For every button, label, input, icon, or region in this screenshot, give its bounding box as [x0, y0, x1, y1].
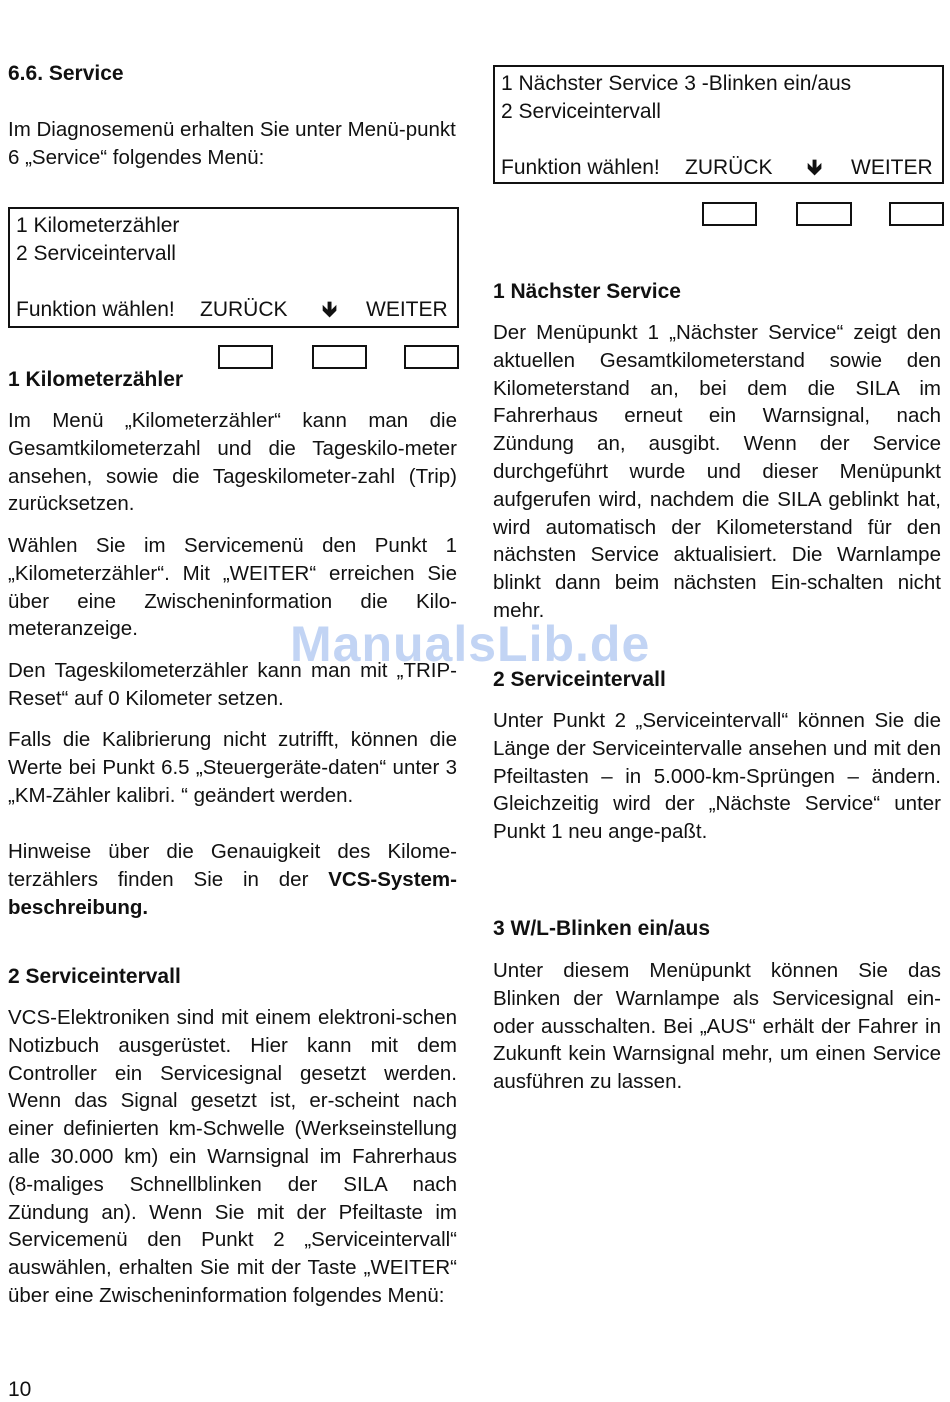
- paragraph-trip-reset: Den Tageskilometerzähler kann man mit „TRIP-Reset“ auf 0 Kilometer setzen.: [8, 659, 457, 710]
- serviceintervall-menu-display: [493, 65, 944, 184]
- softkey-arrow: [312, 345, 367, 369]
- service-menu-display: [8, 207, 459, 328]
- paragraph-serviceintervall: VCS-Elektroniken sind mit einem elektroni-schen Notizbuch ausgerüstet. Hier kann mit dem Controller ein Servicesignal gesetzt werden. Wenn das Signal gesetzt ist, er-scheint nach einer definierten km-Schwelle (Werkseinstellung alle 30.000 km) ein Warnsignal im Fahrerhaus (8-maliges Schnellblinken der SILA nach Zündung an). Wenn Sie mit der Pfeiltaste im Servicemenü den Punkt 2 „Serviceintervall“ auswählen, erhalten Sie mit der Taste „WEITER“ über eine Zwischeninformation folgendes Menü:: [8, 1006, 457, 1307]
- heading-kilometerzaehler: 1 Kilometerzähler: [8, 368, 184, 391]
- menu-item-naechster-service: 1 Nächster Service 3 -Blinken ein/aus: [501, 72, 852, 95]
- paragraph-calibration: Falls die Kalibrierung nicht zutrifft, können die Werte bei Punkt 6.5 „Steuergeräte-daten“ unter 3 „KM-Zähler kalibri. “ geändert werden.: [8, 728, 457, 807]
- menu-item-kilometerzaehler: 1 Kilometerzähler: [16, 214, 180, 237]
- heading-serviceintervall: 2 Serviceintervall: [8, 965, 181, 988]
- intro-paragraph: Im Diagnosemenü erhalten Sie unter Menü-punkt 6 „Service“ folgendes Menü:: [8, 118, 456, 169]
- heading-naechster-service: 1 Nächster Service: [493, 280, 681, 303]
- paragraph-wl-blinken: Unter diesem Menüpunkt können Sie das Blinken der Warnlampe als Servicesignal ein- oder ausschalten. Bei „AUS“ erhält der Fahrer in Zukunft kein Warnsignal mehr, um einen Service ausführen zu lassen.: [493, 959, 941, 1094]
- paragraph-serviceintervall-right: Unter Punkt 2 „Serviceintervall“ können Sie die Länge der Serviceintervalle ansehen und mit den Pfeiltasten – in 5.000-km-Sprüngen – ändern. Gleichzeitig wird der „Nächste Service“ unter Punkt 1 neu ange-paßt.: [493, 709, 941, 844]
- back-label: ZURÜCK: [685, 156, 773, 179]
- menu-item-serviceintervall: 2 Serviceintervall: [501, 100, 661, 123]
- paragraph-naechster-service: Der Menüpunkt 1 „Nächster Service“ zeigt den aktuellen Gesamtkilometerstand sowie den Kilometerstand an, bei dem die SILA im Fahrerhaus erneut ein Warnsignal, nach Zündung an, ausgibt. Wenn der Service durchgeführt wurde und dieser Menüpunkt aufgerufen wird, nachdem die SILA geblinkt hat, wird automatisch der Kilometerstand für den nächsten Service aktualisiert. Die Warnlampe blinkt dann beim nächsten Ein-schalten nicht mehr.: [493, 321, 941, 622]
- back-label: ZURÜCK: [200, 298, 288, 321]
- paragraph-kilometerzaehler: Im Menü „Kilometerzähler“ kann man die Gesamtkilometerzahl und die Tageskilo-meter ansehen, sowie die Tageskilometer-zahl (Trip) zurücksetzen.: [8, 409, 457, 516]
- softkey-back: [702, 202, 757, 226]
- arrow-down-icon: 🡻: [807, 156, 823, 179]
- paragraph-accuracy: Hinweise über die Genauigkeit des Kilome-terzählers finden Sie in der VCS-System-beschreibung.: [8, 840, 457, 919]
- next-label: WEITER: [851, 156, 933, 179]
- function-prompt: Funktion wählen!: [501, 156, 660, 179]
- menu-item-serviceintervall: 2 Serviceintervall: [16, 242, 176, 265]
- paragraph-select-point: Wählen Sie im Servicemenü den Punkt 1 „Kilometerzähler“. Mit „WEITER“ erreichen Sie über eine Zwischeninformation die Kilo-meteranzeige.: [8, 534, 457, 641]
- softkey-next: [404, 345, 459, 369]
- arrow-down-icon: 🡻: [322, 298, 338, 321]
- softkey-arrow: [796, 202, 852, 226]
- heading-wl-blinken: 3 W/L-Blinken ein/aus: [493, 917, 711, 940]
- heading-serviceintervall-right: 2 Serviceintervall: [493, 668, 666, 691]
- page-number: 10: [8, 1378, 32, 1401]
- softkey-back: [218, 345, 273, 369]
- watermark: ManualsLib.de: [290, 616, 651, 672]
- next-label: WEITER: [366, 298, 448, 321]
- section-title: 6.6. Service: [8, 62, 124, 85]
- function-prompt: Funktion wählen!: [16, 298, 175, 321]
- softkey-next: [889, 202, 944, 226]
- reference-vcs-description: VCS-System-beschreibung.: [8, 867, 457, 919]
